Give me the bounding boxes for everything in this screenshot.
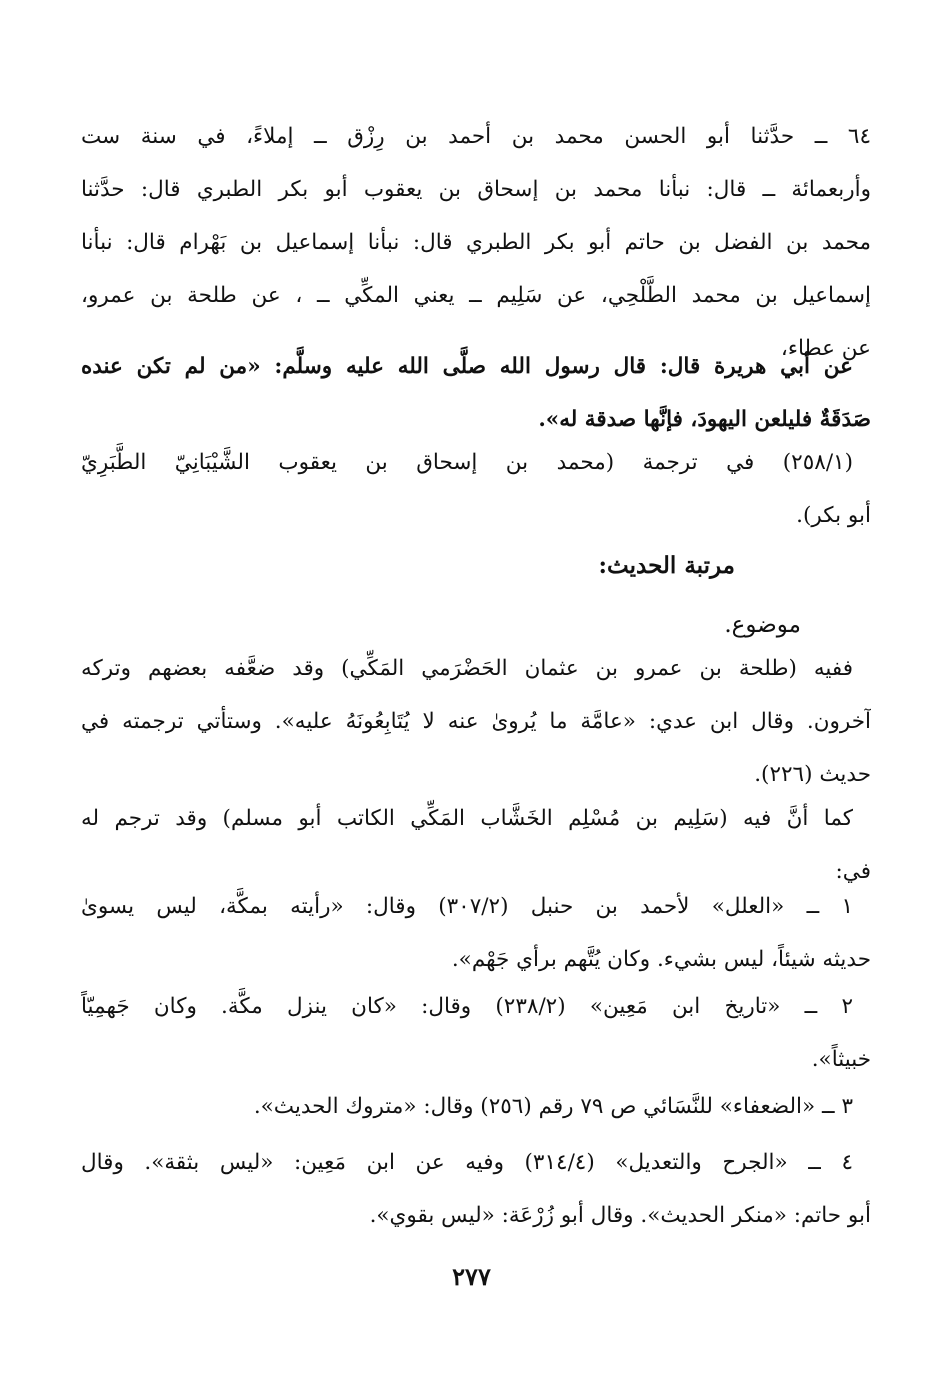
reference-line: أبو حاتم: «منكر الحديث». وقال أبو زُرْعَة: «ليس بقوي». <box>369 1203 871 1228</box>
analysis-line: ففيه (طلحة بن عمرو بن عثمان الحَضْرَمي المَكِّي) وقد ضعَّفه بعضهم وتركه <box>81 656 853 681</box>
hadith-line: وأربعمائة ــ قال: نبأنا محمد بن إسحاق بن يعقوب أبو بكر الطبري قال: حدَّثنا <box>81 177 871 202</box>
source-reference <box>81 436 871 542</box>
analysis-line: حديث (٢٢٦). <box>754 762 871 787</box>
source-line: (٢٥٨/١) في ترجمة (محمد بن إسحاق بن يعقوب الشَّيْبَانِيّ الطَّبَرِيّ <box>81 450 853 475</box>
grade-heading: مرتبة الحديث: <box>598 552 735 579</box>
source-line: أبو بكر). <box>796 503 871 528</box>
analysis-line: في: <box>835 859 871 884</box>
reference-item-1 <box>81 880 871 986</box>
hadith-line: عن عطاء، <box>780 336 871 361</box>
hadith-text <box>81 340 871 446</box>
reference-line: ٤ ــ «الجرح والتعديل» (٣١٤/٤) وفيه عن ابن مَعِين: «ليس بثقة». وقال <box>81 1150 853 1175</box>
page-number: ٢٧٧ <box>452 1262 491 1291</box>
hadith-text-line: عن أبي هريرة قال: قال رسول الله صلَّى الله عليه وسلَّم: «من لم تكن عنده <box>81 354 853 379</box>
analysis-paragraph-1 <box>81 642 871 801</box>
reference-item-2 <box>81 980 871 1086</box>
reference-line: ٢ ــ «تاريخ ابن مَعِين» (٢٣٨/٢) وقال: «كان ينزل مكَّة. وكان جَهمِيّاً <box>81 994 853 1019</box>
hadith-line: محمد بن الفضل بن حاتم أبو بكر الطبري قال: نبأنا إسماعيل بن بَهْرام قال: نبأنا <box>81 230 871 255</box>
hadith-text-line: صَدَقَةٌ فليلعن اليهودَ، فإنَّها صدقة له». <box>538 407 871 432</box>
reference-line: ١ ــ «العلل» لأحمد بن حنبل (٣٠٧/٢) وقال: «رأيته بمكَّة، ليس يسوىٰ <box>81 894 853 919</box>
hadith-chain <box>81 110 871 375</box>
reference-line: خبيثاً». <box>811 1047 871 1072</box>
hadith-line: ٦٤ ــ حدَّثنا أبو الحسن محمد بن أحمد بن رِزْق ــ إملاءً، في سنة ست <box>81 124 871 149</box>
analysis-line: كما أنَّ فيه (سَلِيم بن مُسْلِم الخَشَّاب المَكِّي الكاتب أبو مسلم) وقد ترجم له <box>81 806 853 831</box>
reference-item-3 <box>81 1080 871 1133</box>
reference-line: ٣ ــ «الضعفاء» للنَّسَائي ص ٧٩ رقم (٢٥٦) وقال: «متروك الحديث». <box>253 1094 853 1119</box>
reference-item-4 <box>81 1136 871 1242</box>
analysis-line: آخرون. وقال ابن عدي: «عامَّة ما يُروىٰ عنه لا يُتَابِعُونَهُ عليه». وستأتي ترجمته في <box>81 709 871 734</box>
hadith-line: إسماعيل بن محمد الطَّلْحِي، عن سَلِيم ــ يعني المكِّي ــ ، عن طلحة بن عمرو، <box>81 283 871 308</box>
reference-line: حديثه شيئاً، ليس بشيء. وكان يُتَّهم برأي جَهْم». <box>451 947 871 972</box>
grade-verdict: موضوع. <box>724 612 801 638</box>
